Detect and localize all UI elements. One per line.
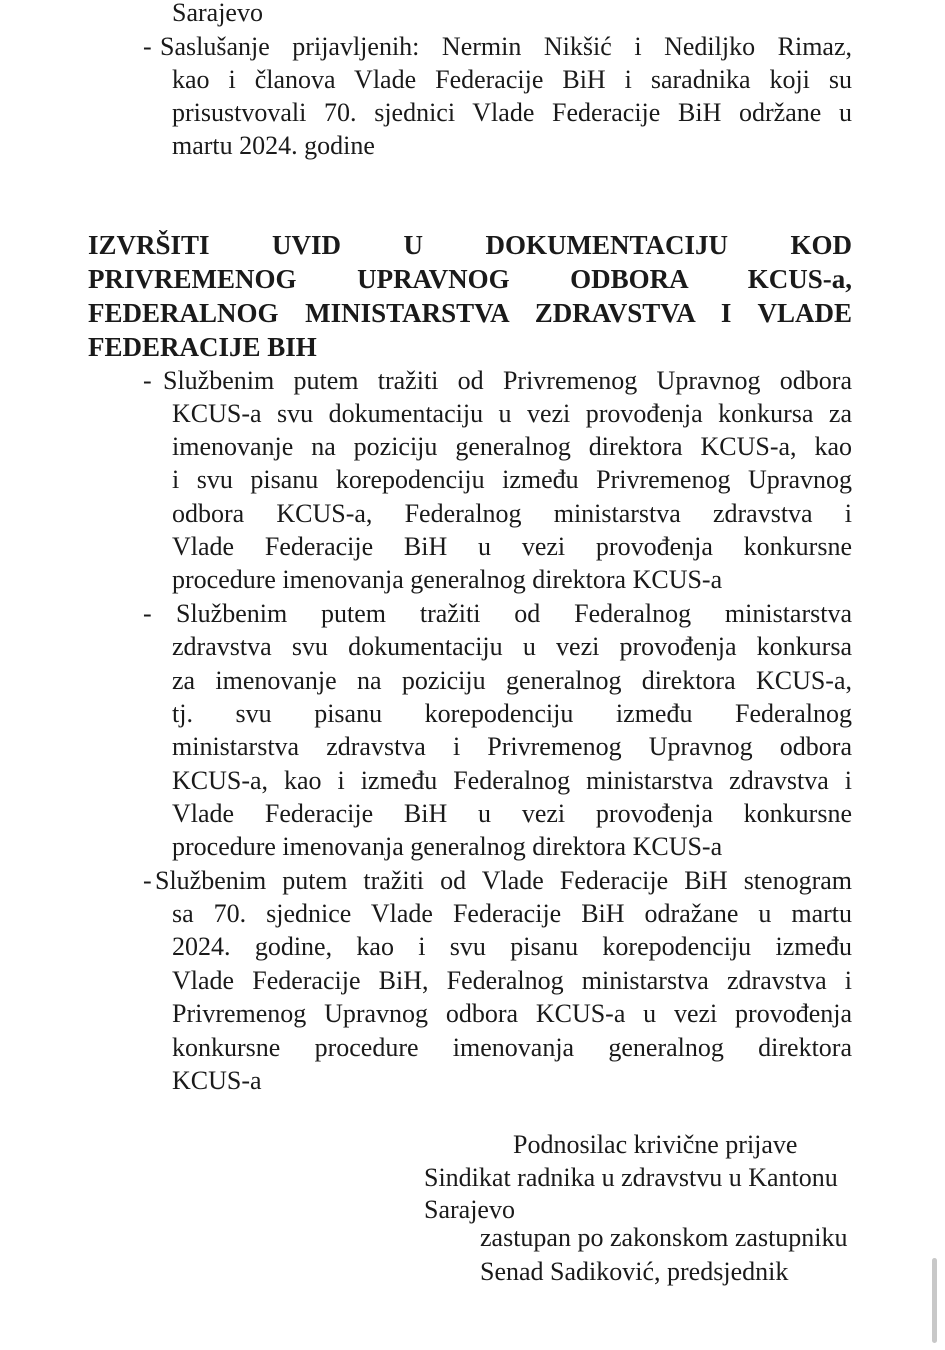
bullet-line: Saslušanje prijavljenih: Nermin Nikšić i Nediljko Rimaz, xyxy=(160,32,852,61)
section-heading: FEDERACIJE BIH xyxy=(88,332,317,362)
bullet-line: Privremenog Upravnog odbora KCUS-a u vezi provođenja xyxy=(172,999,852,1028)
bullet-line: Vlade Federacije BiH u vezi provođenja konkursne xyxy=(172,532,852,561)
section-heading: FEDERALNOG MINISTARSTVA ZDRAVSTVA I VLADE xyxy=(88,298,852,328)
bullet-line: 2024. godine, kao i svu pisanu korepodenciju između xyxy=(172,932,852,961)
bullet-line: kao i članova Vlade Federacije BiH i saradnika koji su xyxy=(172,65,852,94)
signature-organization: Sarajevo xyxy=(424,1195,515,1224)
bullet-line: Vlade Federacije BiH u vezi provođenja konkursne xyxy=(172,799,852,828)
bullet-dash: - xyxy=(143,366,152,395)
bullet-line: Službenim putem tražiti od Privremenog Upravnog odbora xyxy=(163,366,852,395)
signature-representation: zastupan po zakonskom zastupniku xyxy=(480,1223,848,1252)
bullet-line: procedure imenovanja generalnog direktora KCUS-a xyxy=(172,832,723,861)
bullet-line: za imenovanje na poziciju generalnog direktora KCUS-a, xyxy=(172,666,852,695)
bullet-line: KCUS-a xyxy=(172,1066,262,1095)
bullet-line: KCUS-a svu dokumentaciju u vezi provođenja konkursa za xyxy=(172,399,852,428)
bullet-line: konkursne procedure imenovanja generalnog direktora xyxy=(172,1033,852,1062)
bullet-line: Vlade Federacije BiH, Federalnog ministarstva zdravstva i xyxy=(172,966,852,995)
section-heading: PRIVREMENOG UPRAVNOG ODBORA KCUS-a, xyxy=(88,264,852,294)
bullet-line: procedure imenovanja generalnog direktora KCUS-a xyxy=(172,565,723,594)
vertical-scrollbar[interactable] xyxy=(932,1258,937,1343)
text-fragment: Sarajevo xyxy=(172,0,263,27)
signature-name: Senad Sadiković, predsjednik xyxy=(480,1257,789,1286)
bullet-line: zdravstva svu dokumentaciju u vezi provođenja konkursa xyxy=(172,632,852,661)
bullet-line: Službenim putem tražiti od Federalnog ministarstva xyxy=(176,599,852,628)
bullet-dash: - xyxy=(143,866,152,895)
bullet-line: odbora KCUS-a, Federalnog ministarstva zdravstva i xyxy=(172,499,852,528)
bullet-line: Službenim putem tražiti od Vlade Federacije BiH stenogram xyxy=(155,866,852,895)
signature-organization: Sindikat radnika u zdravstvu u Kantonu xyxy=(424,1163,838,1192)
bullet-line: martu 2024. godine xyxy=(172,131,375,160)
bullet-line: sa 70. sjednice Vlade Federacije BiH odražane u martu xyxy=(172,899,852,928)
signature-role: Podnosilac krivične prijave xyxy=(513,1130,798,1159)
bullet-line: imenovanje na poziciju generalnog direktora KCUS-a, kao xyxy=(172,432,852,461)
bullet-line: ministarstva zdravstva i Privremenog Upravnog odbora xyxy=(172,732,852,761)
section-heading: IZVRŠITI UVID U DOKUMENTACIJU KOD xyxy=(88,230,852,260)
bullet-dash: - xyxy=(143,32,152,61)
bullet-line: i svu pisanu korepodenciju između Privremenog Upravnog xyxy=(172,465,852,494)
bullet-dash: - xyxy=(143,599,152,628)
bullet-line: prisustvovali 70. sjednici Vlade Federacije BiH održane u xyxy=(172,98,852,127)
bullet-line: KCUS-a, kao i između Federalnog ministarstva zdravstva i xyxy=(172,766,852,795)
bullet-line: tj. svu pisanu korepodenciju između Federalnog xyxy=(172,699,852,728)
